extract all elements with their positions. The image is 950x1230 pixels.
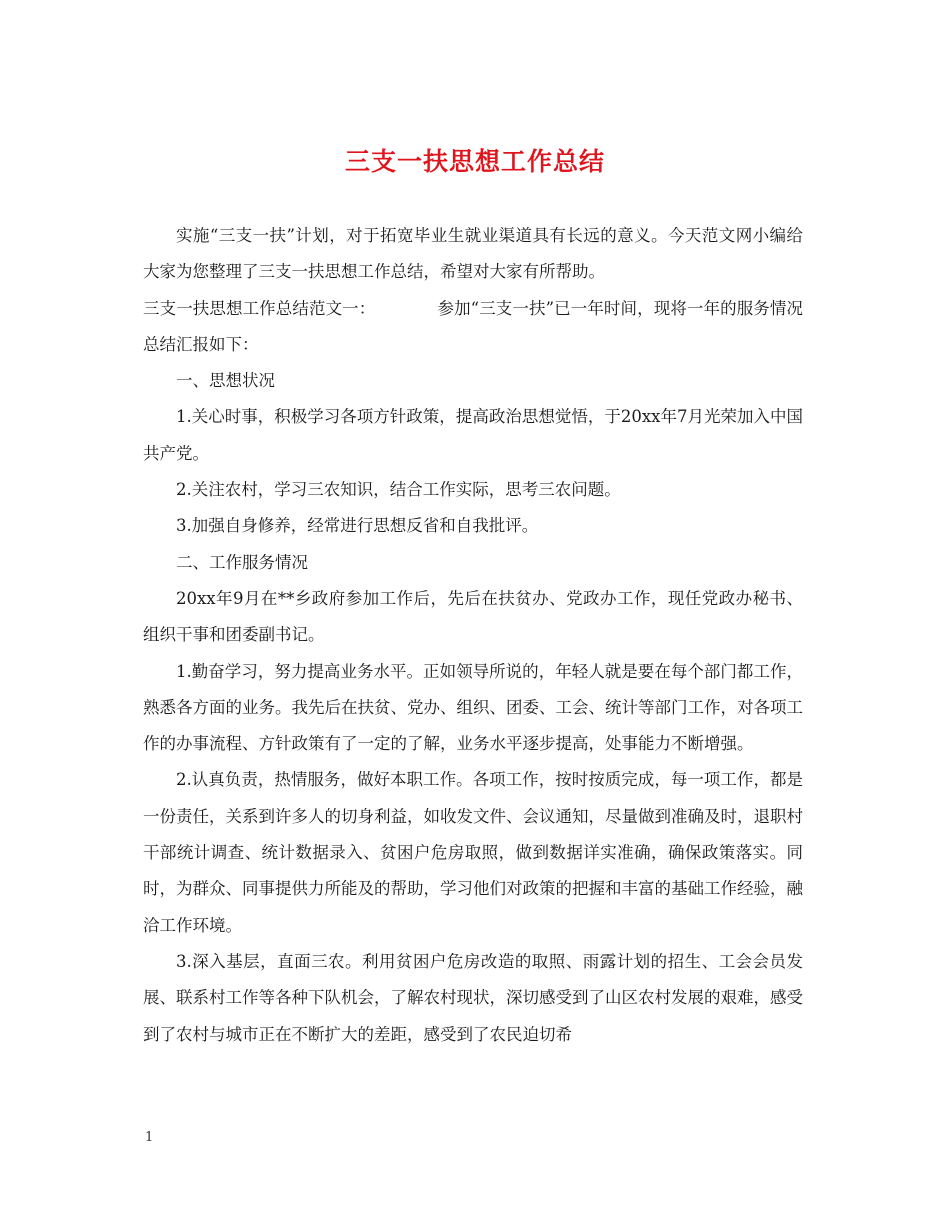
section2-intro: 20xx年9月在**乡政府参加工作后，先后在扶贫办、党政办工作，现任党政办秘书、组织干事和团委副书记。 <box>143 588 803 645</box>
sample-heading-line <box>143 291 803 364</box>
sample-lead: 参加“三支一扶”已一年时间，现将一年的服务情况总结汇报如下： <box>143 298 803 354</box>
section2-item-3: 3.深入基层，直面三农。利用贫困户危房改造的取照、雨露计划的招生、工会会员发展、联系村工作等各种下队机会，了解农村现状，深切感受到了山区农村发展的艰难，感受到了农村与城市正在不断扩大的差距，感受到了农民迫切希 <box>143 951 803 1044</box>
section1-item-1: 1.关心时事，积极学习各项方针政策，提高政治思想觉悟，于20xx年7月光荣加入中国共产党。 <box>143 407 803 463</box>
section-heading-thinking: 一、思想状况 <box>176 371 275 391</box>
section1-item-3: 3.加强自身修养，经常进行思想反省和自我批评。 <box>176 516 539 536</box>
document-body <box>143 218 803 1053</box>
document-title: 三支一扶思想工作总结 <box>344 147 605 176</box>
section-heading-work: 二、工作服务情况 <box>176 552 308 572</box>
page-number: 1 <box>145 1130 154 1145</box>
section2-item-1: 1.勤奋学习，努力提高业务水平。正如领导所说的，年轻人就是要在每个部门都工作，熟悉各方面的业务。我先后在扶贫、党办、组织、团委、工会、统计等部门工作，对各项工作的办事流程、方针政策有了一定的了解，业务水平逐步提高，处事能力不断增强。 <box>143 661 803 754</box>
intro-paragraph: 实施“三支一扶”计划，对于拓宽毕业生就业渠道具有长远的意义。今天范文网小编给大家为您整理了三支一扶思想工作总结，希望对大家有所帮助。 <box>143 226 803 282</box>
sample-heading: 三支一扶思想工作总结范文一： <box>143 298 376 318</box>
section1-item-2: 2.关注农村，学习三农知识，结合工作实际，思考三农问题。 <box>176 480 621 500</box>
section2-item-2: 2.认真负责，热情服务，做好本职工作。各项工作，按时按质完成，每一项工作，都是一份责任，关系到许多人的切身利益，如收发文件、会议通知，尽量做到准确及时，退职村干部统计调查、统计数据录入、贫困户危房取照，做到数据详实准确，确保政策落实。同时，为群众、同事提供力所能及的帮助，学习他们对政策的把握和丰富的基础工作经验，融洽工作环境。 <box>143 770 803 935</box>
